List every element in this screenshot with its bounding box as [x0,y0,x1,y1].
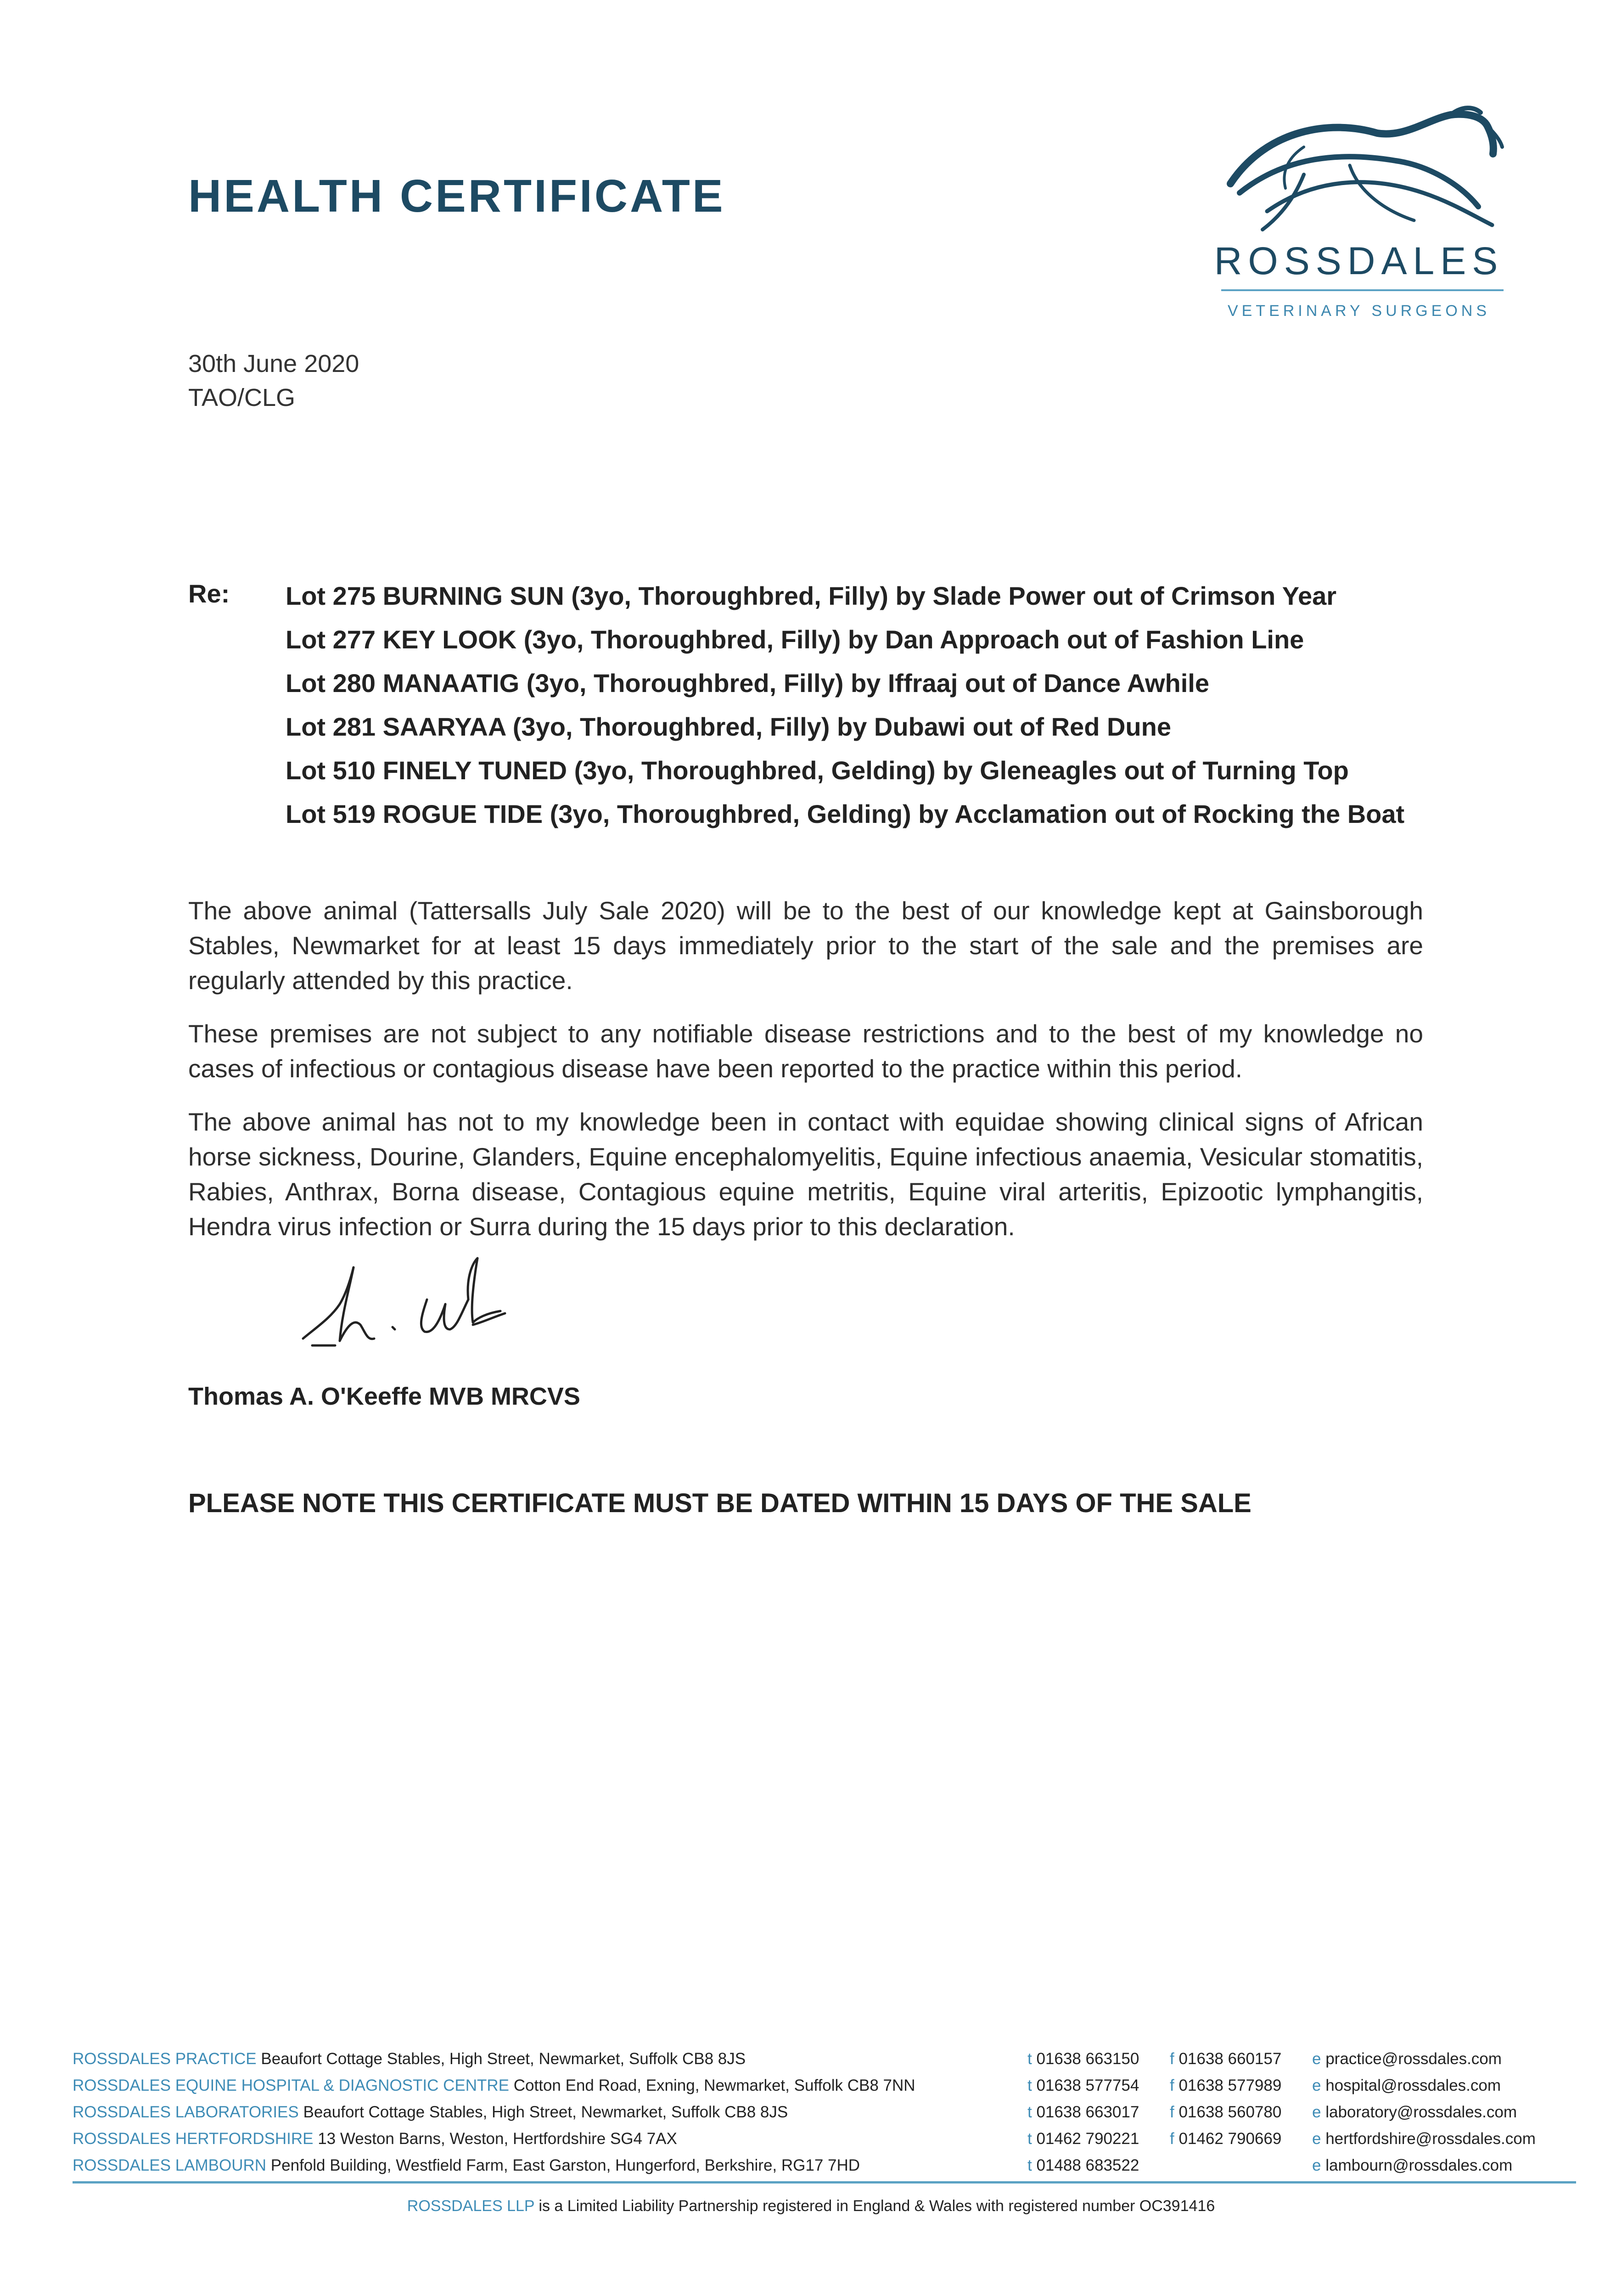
footer-office-name: ROSSDALES LABORATORIES [73,2103,299,2121]
lot-item: Lot 510 FINELY TUNED (3yo, Thoroughbred, Gelding) by Gleneagles out of Turning Top [286,756,1349,785]
body-paragraph: The above animal (Tattersalls July Sale 2020) will be to the best of our knowledge kept at Gainsborough Stables, Newmarket for at least 15 days immediately prior to the start of the sale and the premises are regularly attended by this practice. [188,896,1423,995]
lot-item: Lot 519 ROGUE TIDE (3yo, Thoroughbred, Gelding) by Acclamation out of Rocking the Boat [286,799,1405,828]
lot-list [286,578,1404,839]
footer-office-name: ROSSDALES PRACTICE [73,2050,257,2068]
footer-tel: 01638 663017 [1036,2103,1139,2121]
footer-row [73,2152,1578,2179]
footer-fax-prefix: f [1170,2130,1174,2148]
footer-row [73,2072,1578,2099]
footer-fax-prefix: f [1170,2050,1174,2068]
footer-address: Cotton End Road, Exning, Newmarket, Suffolk CB8 7NN [513,2077,915,2094]
footer-address: Beaufort Cottage Stables, High Street, Newmarket, Suffolk CB8 8JS [303,2103,788,2121]
letter-date: 30th June 2020 [188,350,359,377]
logo-divider [1221,289,1504,291]
page-title: HEALTH CERTIFICATE [188,170,725,222]
footer-row [73,2046,1578,2072]
footer-address: Penfold Building, Westfield Farm, East Garston, Hungerford, Berkshire, RG17 7HD [270,2156,860,2174]
lot-item: Lot 280 MANAATIG (3yo, Thoroughbred, Filly) by Iffraaj out of Dance Awhile [286,669,1209,698]
footer-office-name: ROSSDALES LAMBOURN [73,2156,267,2174]
llp-text: is a Limited Liability Partnership registered in England & Wales with registered number OC391416 [539,2197,1215,2215]
footer-tel: 01638 663150 [1036,2050,1139,2068]
letter-meta [188,347,359,415]
letter-reference: TAO/CLG [188,384,296,411]
company-logo [1212,101,1515,320]
llp-name: ROSSDALES LLP [407,2197,534,2215]
footer-fax: 01638 577989 [1179,2077,1282,2094]
footer-email[interactable]: lambourn@rossdales.com [1325,2156,1513,2174]
footer-tel: 01638 577754 [1036,2077,1139,2094]
footer-tel-prefix: t [1027,2130,1032,2148]
footer-registration [0,2197,1622,2215]
footer-contacts [73,2046,1578,2179]
footer-email[interactable]: laboratory@rossdales.com [1325,2103,1517,2121]
certificate-note: PLEASE NOTE THIS CERTIFICATE MUST BE DATED WITHIN 15 DAYS OF THE SALE [188,1488,1252,1518]
footer-fax: 01638 560780 [1179,2103,1282,2121]
footer-tel: 01462 790221 [1036,2130,1139,2148]
body-paragraph: These premises are not subject to any notifiable disease restrictions and to the best of my knowledge no cases of infectious or contagious disease have been reported to the practice within this period. [188,1019,1423,1083]
footer-email-prefix: e [1312,2077,1321,2094]
signatory-name: Thomas A. O'Keeffe MVB MRCVS [188,1383,580,1410]
footer-email-prefix: e [1312,2130,1321,2148]
footer-fax-prefix: f [1170,2103,1174,2121]
handwritten-signature [289,1249,565,1371]
footer-address: 13 Weston Barns, Weston, Hertfordshire SG4 7AX [318,2130,677,2148]
footer-fax-prefix: f [1170,2077,1174,2094]
footer-tel: 01488 683522 [1036,2156,1139,2174]
re-label: Re: [188,579,230,608]
footer-email[interactable]: hertfordshire@rossdales.com [1325,2130,1536,2148]
footer-email-prefix: e [1312,2050,1321,2068]
footer-tel-prefix: t [1027,2103,1032,2121]
footer-office-name: ROSSDALES HERTFORDSHIRE [73,2130,314,2148]
lot-item: Lot 275 BURNING SUN (3yo, Thoroughbred, Filly) by Slade Power out of Crimson Year [286,581,1337,610]
footer-fax: 01638 660157 [1179,2050,1282,2068]
horse-logo-icon [1212,101,1506,239]
footer-row [73,2099,1578,2126]
footer-email[interactable]: hospital@rossdales.com [1325,2077,1501,2094]
footer-row [73,2126,1578,2152]
footer-tel-prefix: t [1027,2156,1032,2174]
certificate-body [188,893,1423,1262]
footer-office-name: ROSSDALES EQUINE HOSPITAL & DIAGNOSTIC CENTRE [73,2077,510,2094]
body-paragraph: The above animal has not to my knowledge been in contact with equidae showing clinical signs of African horse sickness, Dourine, Glanders, Equine encephalomyelitis, Equine infectious anaemia, Vesicular stomatitis, Rabies, Anthrax, Borna disease, Contagious equine metritis, Equine viral arteritis, Epizootic lymphangitis, Hendra virus infection or Surra during the 15 days prior to this declaration. [188,1108,1423,1241]
logo-brand-name: ROSSDALES [1214,239,1504,282]
footer-tel-prefix: t [1027,2077,1032,2094]
footer-email[interactable]: practice@rossdales.com [1325,2050,1502,2068]
footer-email-prefix: e [1312,2103,1321,2121]
footer-divider [73,2181,1576,2183]
logo-subtitle: VETERINARY SURGEONS [1227,302,1491,320]
lot-item: Lot 277 KEY LOOK (3yo, Thoroughbred, Filly) by Dan Approach out of Fashion Line [286,625,1304,654]
footer-email-prefix: e [1312,2156,1321,2174]
lot-item: Lot 281 SAARYAA (3yo, Thoroughbred, Filly) by Dubawi out of Red Dune [286,712,1171,741]
footer-address: Beaufort Cottage Stables, High Street, Newmarket, Suffolk CB8 8JS [261,2050,746,2068]
footer-tel-prefix: t [1027,2050,1032,2068]
footer-fax: 01462 790669 [1179,2130,1282,2148]
